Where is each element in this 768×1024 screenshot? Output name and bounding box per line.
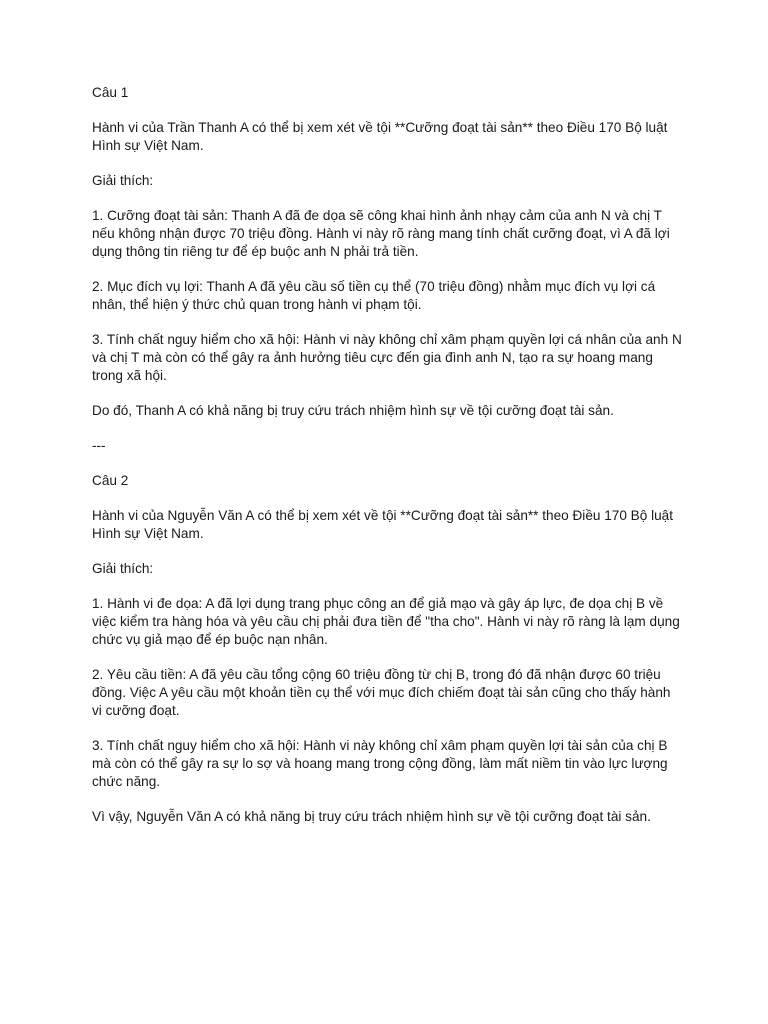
question1-conclusion: Do đó, Thanh A có khả năng bị truy cứu trách nhiệm hình sự về tội cưỡng đoạt tài sản.: [92, 403, 614, 418]
question2-point-1: 1. Hành vi đe dọa: A đã lợi dụng trang phục công an để giả mạo và gây áp lực, đe dọa chị B về việc kiểm tra hàng hóa và yêu cầu chị phải đưa tiền để "tha cho". Hành vi này rõ ràng là lạm dụng chức vụ giả mạo để ép buộc nạn nhân.: [92, 596, 680, 647]
section-separator: ---: [92, 438, 106, 453]
question1-point-3: 3. Tính chất nguy hiểm cho xã hội: Hành vi này không chỉ xâm phạm quyền lợi cá nhân của anh N và chị T mà còn có thể gây ra ảnh hưởng tiêu cực đến gia đình anh N, tạo ra sự hoang mang trong xã hội.: [92, 332, 682, 383]
question2-point-2: 2. Yêu cầu tiền: A đã yêu cầu tổng cộng 60 triệu đồng từ chị B, trong đó đã nhận được 60 triệu đồng. Việc A yêu cầu một khoản tiền cụ thể với mục đích chiếm đoạt tài sản cũng cho thấy hành vi cưỡng đoạt.: [92, 667, 671, 718]
question2-conclusion: Vì vậy, Nguyễn Văn A có khả năng bị truy cứu trách nhiệm hình sự về tội cưỡng đoạt tài sản.: [92, 809, 651, 824]
question2-explain-label: Giải thích:: [92, 561, 154, 576]
question1-heading: Câu 1: [92, 85, 129, 100]
question1-verdict: Hành vi của Trần Thanh A có thể bị xem xét về tội **Cưỡng đoạt tài sản** theo Điều 170 Bộ luật Hình sự Việt Nam.: [92, 120, 668, 153]
question2-point-3: 3. Tính chất nguy hiểm cho xã hội: Hành vi này không chỉ xâm phạm quyền lợi tài sản của chị B mà còn có thể gây ra sự lo sợ và hoang mang trong cộng đồng, làm mất niềm tin vào lực lượng chức năng.: [92, 738, 668, 789]
question1-point-1: 1. Cưỡng đoạt tài sản: Thanh A đã đe dọa sẽ công khai hình ảnh nhạy cảm của anh N và chị T nếu không nhận được 70 triệu đồng. Hành vi này rõ ràng mang tính chất cưỡng đoạt, vì A đã lợi dụng thông tin riêng tư để ép buộc anh N phải trả tiền.: [92, 208, 670, 259]
question1-explain-label: Giải thích:: [92, 173, 154, 188]
document-page: [92, 84, 682, 843]
question1-point-2: 2. Mục đích vụ lợi: Thanh A đã yêu cầu số tiền cụ thể (70 triệu đồng) nhằm mục đích vụ lợi cá nhân, thể hiện ý thức chủ quan trong hành vi phạm tội.: [92, 279, 656, 312]
question2-verdict: Hành vi của Nguyễn Văn A có thể bị xem xét về tội **Cưỡng đoạt tài sản** theo Điều 170 Bộ luật Hình sự Việt Nam.: [92, 508, 673, 541]
question2-heading: Câu 2: [92, 473, 129, 488]
